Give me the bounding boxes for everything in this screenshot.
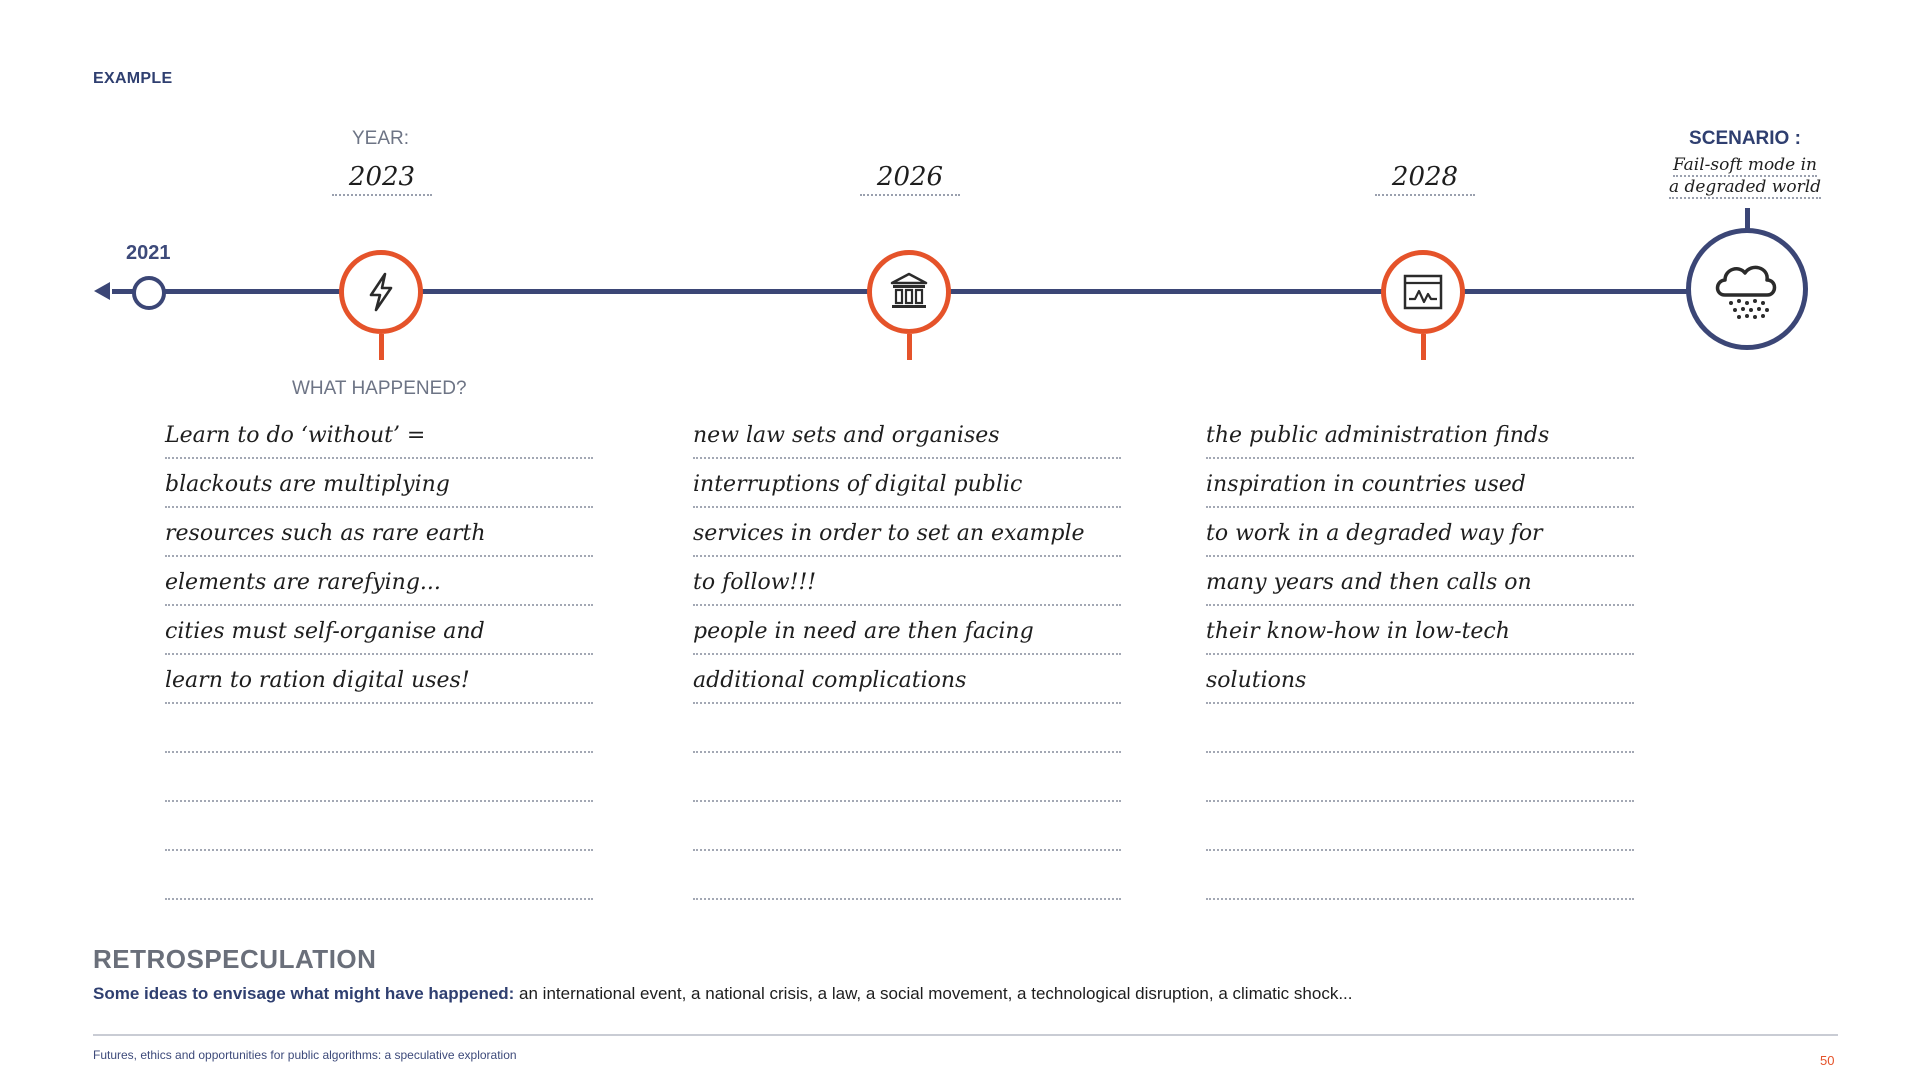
note-line: people in need are then facing [693, 606, 1121, 655]
notes-column-2023 [165, 410, 593, 900]
scenario-line-2: a degraded world [1668, 177, 1822, 197]
note-line: blackouts are multiplying [165, 459, 593, 508]
scenario-line-1: Fail-soft mode in [1673, 155, 1817, 175]
note-line [165, 753, 593, 802]
footer-divider [93, 1034, 1838, 1036]
note-line [693, 753, 1121, 802]
note-line: learn to ration digital uses! [165, 655, 593, 704]
start-year: 2021 [126, 242, 171, 264]
retrospeculation-lead: Some ideas to envisage what might have happened: [93, 984, 515, 1003]
lightning-icon [359, 270, 403, 314]
note-line: Learn to do ‘without’ = [165, 410, 593, 459]
note-line [1206, 851, 1634, 900]
note-line [693, 802, 1121, 851]
timeline-start-dot [132, 276, 166, 310]
note-line: services in order to set an example [693, 508, 1121, 557]
note-line [1206, 802, 1634, 851]
year-label: YEAR: [352, 128, 410, 149]
note-line: inspiration in countries used [1206, 459, 1634, 508]
notes-column-2026 [693, 410, 1121, 900]
note-line [165, 802, 593, 851]
scenario-description [1655, 154, 1835, 198]
page-number: 50 [1820, 1053, 1835, 1068]
note-line [165, 704, 593, 753]
milestone-stem [379, 334, 384, 360]
scenario-node [1686, 228, 1808, 350]
note-line [165, 851, 593, 900]
year-2028: 2028 [1375, 162, 1475, 196]
note-line: cities must self-organise and [165, 606, 593, 655]
note-line: to work in a degraded way for [1206, 508, 1634, 557]
note-line [1206, 753, 1634, 802]
scenario-title: SCENARIO : [1689, 128, 1801, 149]
note-line: their know-how in low-tech [1206, 606, 1634, 655]
note-line: elements are rarefying... [165, 557, 593, 606]
milestone-node-2026 [867, 250, 951, 334]
retrospeculation-title: RETROSPECULATION [93, 944, 377, 974]
note-line: solutions [1206, 655, 1634, 704]
retrospeculation-text [93, 984, 1352, 1004]
chart-window-icon [1400, 269, 1446, 315]
milestone-stem [907, 334, 912, 360]
milestone-node-2023 [339, 250, 423, 334]
milestone-stem [1421, 334, 1426, 360]
note-line: the public administration finds [1206, 410, 1634, 459]
note-line: additional complications [693, 655, 1121, 704]
note-line [693, 704, 1121, 753]
footer-title: Futures, ethics and opportunities for public algorithms: a speculative exploration [93, 1048, 517, 1062]
section-label: EXAMPLE [93, 70, 173, 87]
note-line: new law sets and organises [693, 410, 1121, 459]
note-line: many years and then calls on [1206, 557, 1634, 606]
note-line [1206, 704, 1634, 753]
note-line: interruptions of digital public [693, 459, 1121, 508]
year-2026: 2026 [860, 162, 960, 196]
year-2023: 2023 [332, 162, 432, 196]
notes-column-2028 [1206, 410, 1634, 900]
retrospeculation-body: an international event, a national crisis, a law, a social movement, a technological disruption, a climatic shock... [514, 984, 1353, 1003]
government-building-icon [886, 269, 932, 315]
note-line: to follow!!! [693, 557, 1121, 606]
milestone-node-2028 [1381, 250, 1465, 334]
what-happened-label: WHAT HAPPENED? [292, 378, 467, 399]
rain-cloud-icon [1707, 249, 1787, 329]
note-line: resources such as rare earth [165, 508, 593, 557]
timeline-arrow-icon [94, 282, 110, 300]
note-line [693, 851, 1121, 900]
